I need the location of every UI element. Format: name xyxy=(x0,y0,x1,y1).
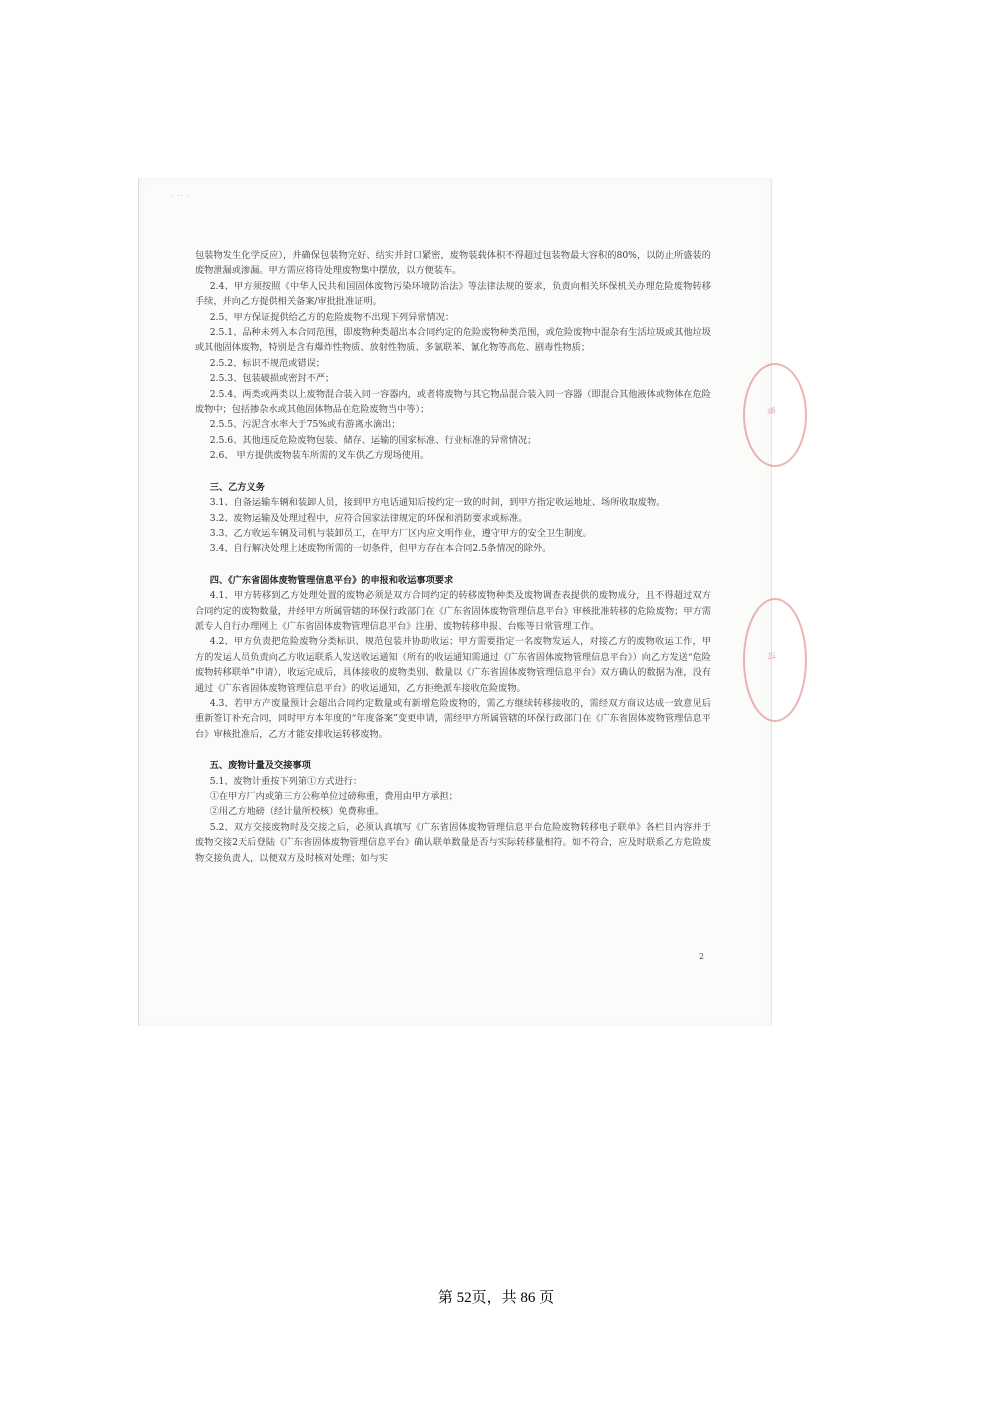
paragraph: 2.5.5、污泥含水率大于75%或有游离水滴出； xyxy=(209,419,401,431)
red-seal-bottom xyxy=(743,598,807,722)
paragraph: 2.5.1、品种未列入本合同范围，即废物种类超出本合同约定的危险废物种类范围，或危险废物中混杂有生活垃圾或其他垃圾或其他固体废物，特别是含有爆炸性物质、放射性物质、多氯联苯、氰化物等高危、剧毒性物质； xyxy=(195,327,711,354)
paragraph: ①在甲方厂内或第三方公称单位过磅称重，费用由甲方承担； xyxy=(209,791,458,802)
seal-fragment-1: 签 xyxy=(765,405,777,416)
paragraph: 2.5.3、包装破损或密封不严； xyxy=(209,373,335,385)
contract-body xyxy=(195,248,711,866)
page-footer: 第 52页，共 86 页 xyxy=(437,1290,555,1306)
section-heading: 五、废物计量及交接事项 xyxy=(209,760,311,772)
section-heading: 三、乙方义务 xyxy=(209,481,265,493)
paragraph: 2.5.2、标识不规范或错误； xyxy=(209,357,325,369)
paragraph: 2.5.4、两类或两类以上废物混合装入同一容器内，或者将废物与其它物品混合装入同一容器（即混合其他液体或物体在危险废物中；包括掺杂水或其他固体物品在危险废物当中等）； xyxy=(195,388,711,416)
paragraph: 2.4、甲方须按照《中华人民共和国固体废物污染环境防治法》等法律法规的要求，负责向相关环保机关办理危险废物转移手续，并向乙方提供相关备案/审批批准证明。 xyxy=(195,280,711,308)
paragraph: 2.5、甲方保证提供给乙方的危险废物不出现下列异常情况： xyxy=(209,311,455,323)
scan-page-number: 2 xyxy=(699,952,705,961)
paragraph: 2.6、 甲方提供废物装车所需的叉车供乙方现场使用。 xyxy=(209,450,430,462)
paragraph: 4.2、甲方负责把危险废物分类标识、规范包装并协助收运；甲方需要指定一名废物发运人，对接乙方的废物收运工作，甲方的发运人员负责向乙方收运联系人发送收运通知（所有的收运通知需通过《广东省固体废物管理信息平台》）向乙方发送“危险废物转移联单”申请），收运完成后，具体接收的废物类别、数量以《广东省固体废物管理信息平台》双方确认的数据为准，没有通过《广东省固体废物管理信息平台》的收运通知，乙方拒绝派车接收危险废物。 xyxy=(195,636,711,694)
paragraph: 包装物发生化学反应），并确保包装物完好、结实并封口紧密，废物装载体积不得超过包装物最大容积的80%，以防止所盛装的废物泄漏或渗漏。甲方需应将待处理废物集中摆放，以方便装车。 xyxy=(195,250,711,277)
seal-fragment-2: 司 xyxy=(765,650,777,661)
paragraph: 3.3、乙方收运车辆及司机与装卸员工，在甲方厂区内应文明作业，遵守甲方的安全卫生制度。 xyxy=(209,527,592,539)
scanned-page xyxy=(138,178,777,1026)
paragraph: 4.1、甲方转移到乙方处理处置的废物必须是双方合同约定的转移废物种类及废物调查表提供的废物成分，且不得超过双方合同约定的废物数量，并经甲方所属管辖的环保行政部门在《广东省固体废物管理信息平台》审核批准转移的危险废物；甲方需派专人自行办理网上《广东省固体废物管理信息平台》注册、废物转移申报、台账等日常管理工作。 xyxy=(195,590,711,632)
corner-mark: · ·· · xyxy=(171,192,191,200)
paragraph: 3.1、自备运输车辆和装卸人员，接到甲方电话通知后按约定一致的时间，到甲方指定收运地址、场所收取废物。 xyxy=(209,497,666,509)
paragraph: 3.2、废物运输及处理过程中，应符合国家法律规定的环保和消防要求或标准。 xyxy=(209,512,528,524)
paragraph: 3.4、自行解决处理上述废物所需的一切条件，但甲方存在本合同2.5条情况的除外。 xyxy=(209,543,552,555)
paragraph: 4.3、若甲方产废量预计会超出合同约定数量或有新增危险废物的，需乙方继续转移接收的，需经双方商议达成一致意见后重新签订补充合同，同时甲方本年度的“年度备案”变更申请，需经甲方所属管辖的环保行政部门在《广东省固体废物管理信息平台》审核批准后，乙方才能安排收运转移废物。 xyxy=(195,697,711,740)
section-heading: 四、《广东省固体废物管理信息平台》的申报和收运事项要求 xyxy=(209,574,454,586)
paragraph: 5.1、废物计重按下列第①方式进行： xyxy=(209,775,363,787)
paragraph: ②用乙方地磅（经计量所校核）免费称重。 xyxy=(209,806,385,818)
red-seal-top xyxy=(743,363,807,467)
paragraph: 5.2、双方交接废物时及交接之后，必须认真填写《广东省固体废物管理信息平台危险废物转移电子联单》各栏目内容并于废物交接2天后登陆《广东省固体废物管理信息平台》确认联单数量是否与实际转移量相符。如不符合，应及时联系乙方危险废物交接负责人，以便双方及时核对处理；如与实 xyxy=(195,821,711,864)
paragraph: 2.5.6、其他违反危险废物包装、储存、运输的国家标准、行业标准的异常情况； xyxy=(209,434,537,446)
